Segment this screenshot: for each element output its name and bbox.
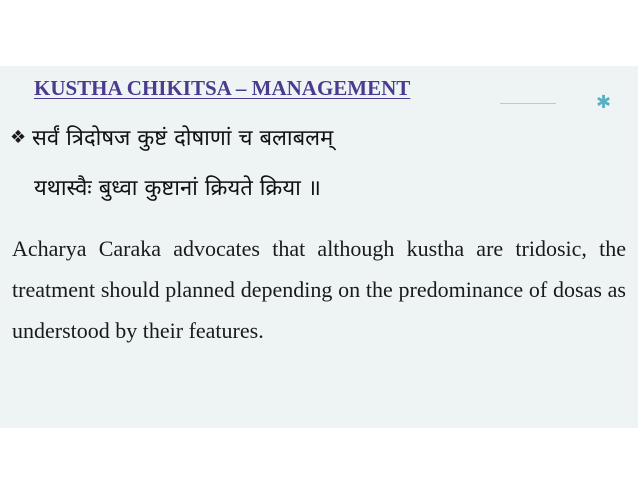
diamond-bullet-icon: ❖: [10, 127, 27, 148]
body-paragraph: Acharya Caraka advocates that although kustha are tridosic, the treatment should planned depending on the predominance of dosas as understood by their features.: [12, 236, 626, 343]
slide-title: KUSTHA CHIKITSA – MANAGEMENT: [34, 76, 411, 100]
asterisk-icon: ✱: [596, 92, 612, 113]
sanskrit-verse-line-2: यथास्वैः बुध्वा कुष्टानां क्रियते क्रिया ॥: [34, 176, 321, 201]
sanskrit-verse-line-1: [10, 122, 333, 152]
title-divider: [500, 103, 556, 104]
verse-line-1-text: सर्वं त्रिदोषज कुष्टं दोषाणां च बलाबलम्: [32, 126, 334, 151]
